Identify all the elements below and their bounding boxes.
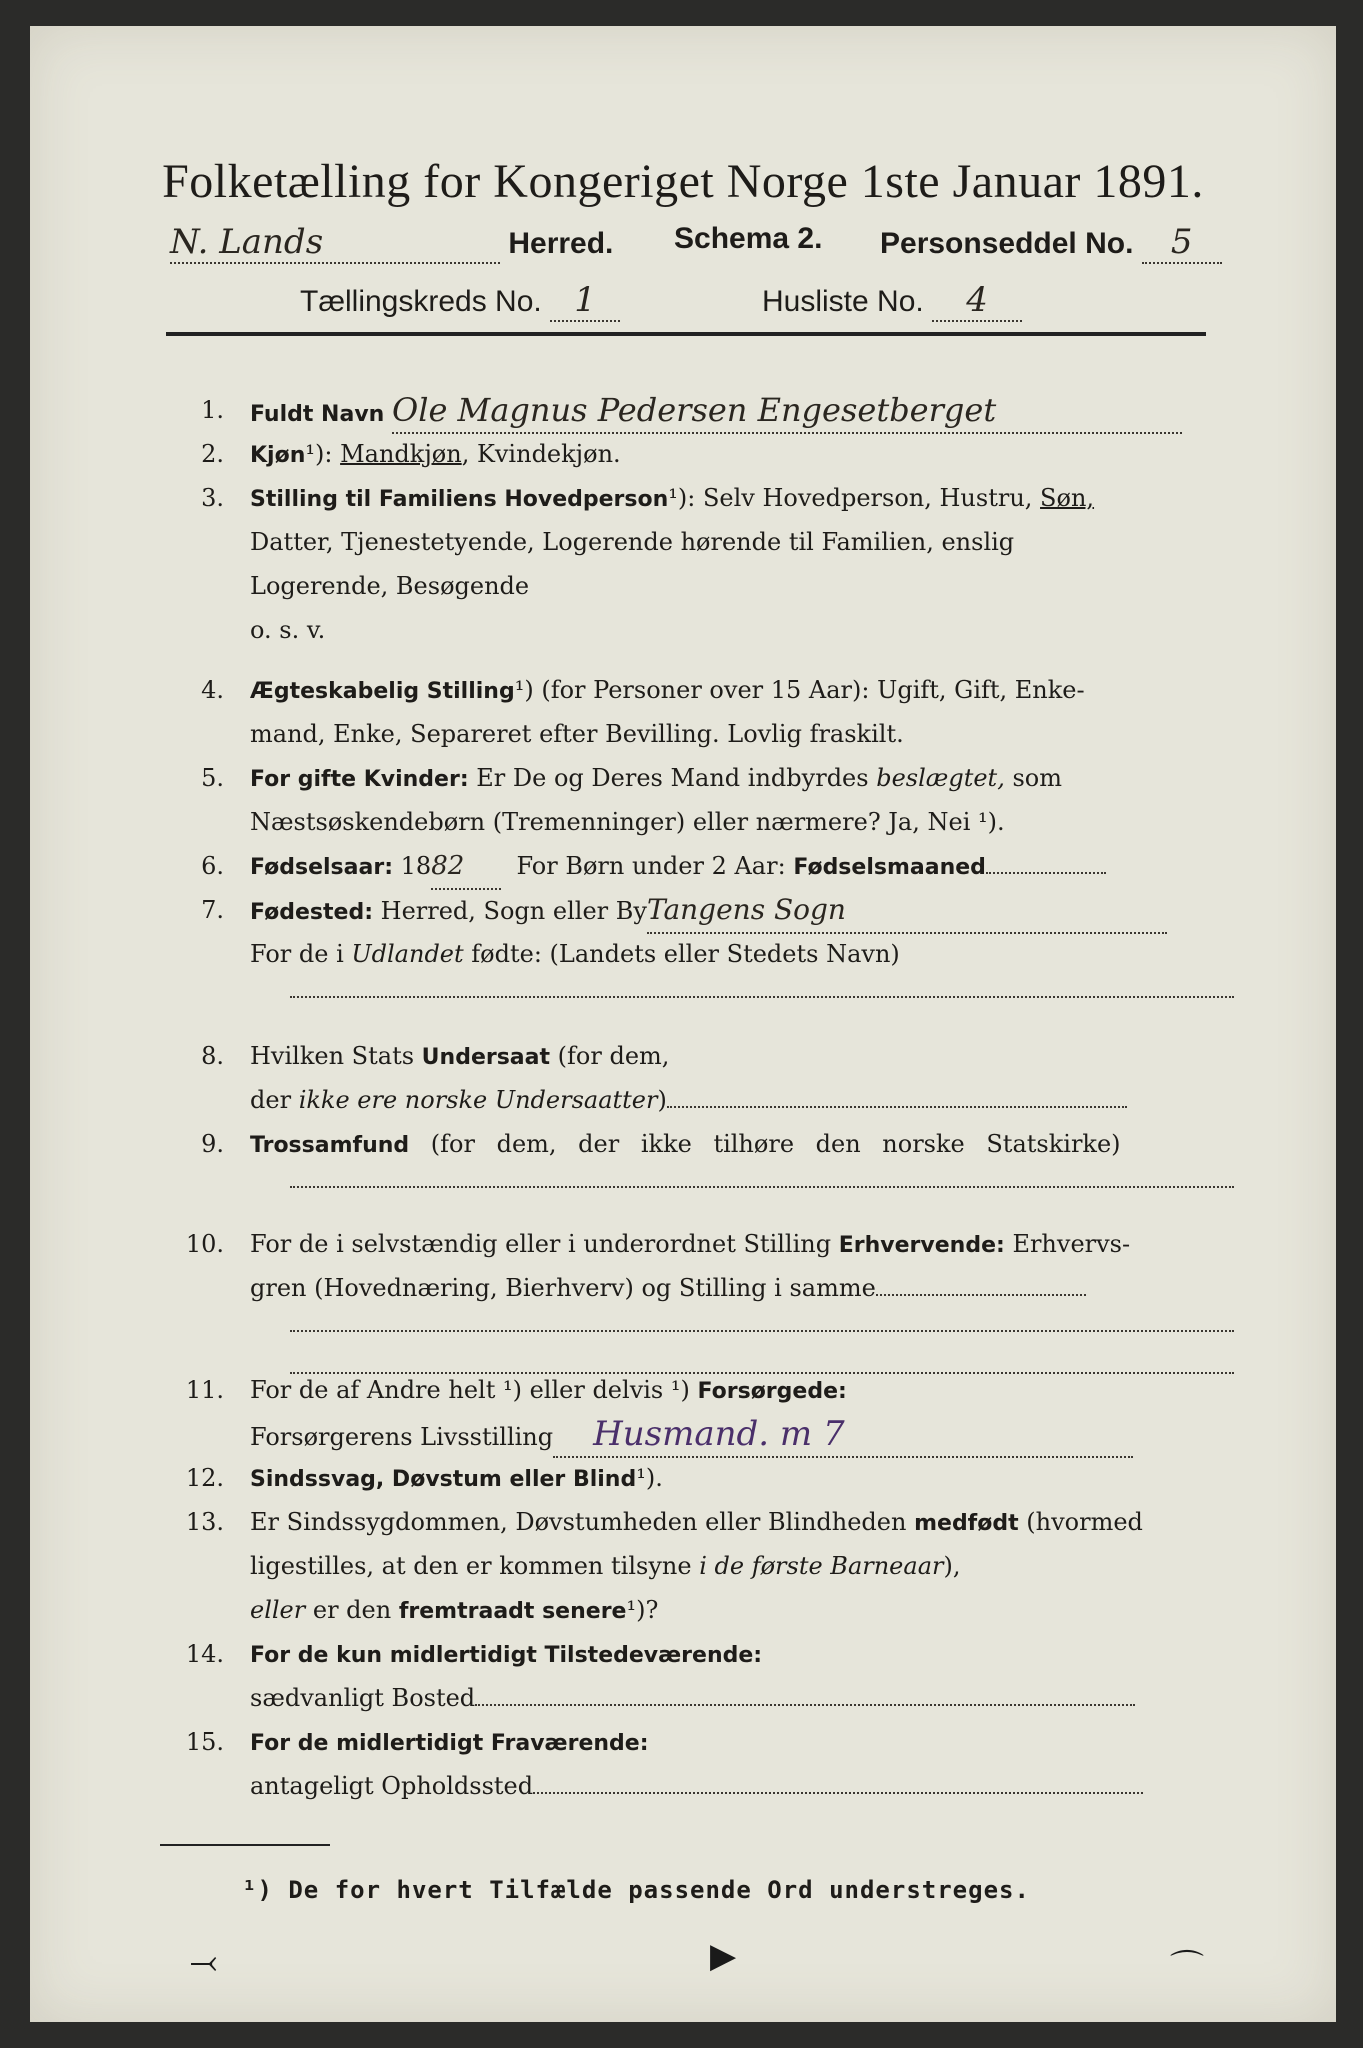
citizenship-label: Undersaat (421, 1045, 551, 1070)
congenital-eller: eller (250, 1596, 306, 1624)
religion-label: Trossamfund (250, 1133, 410, 1158)
family-position-options: Selv Hovedperson, Hustru, (702, 484, 1033, 512)
married-women-som: som (1012, 764, 1062, 792)
citizenship-der: der (250, 1086, 292, 1114)
abroad-prefix: For de i (250, 940, 344, 968)
supported-label: Forsørgede: (697, 1379, 847, 1404)
item-number: 6. (201, 852, 224, 880)
kreds-value: 1 (550, 280, 620, 322)
congenital-childhood: i de første Barneaar (699, 1552, 944, 1580)
herred-value: N. Lands (170, 222, 500, 264)
congenital-suffix: (hvormed (1026, 1508, 1143, 1536)
personseddel-line (880, 222, 1222, 264)
occupation-label: Erhvervende: (838, 1233, 1005, 1258)
birth-month-field (986, 872, 1106, 874)
footnote-ref: ¹). (636, 1464, 663, 1492)
congenital-question-2: ligestilles, at den er kommen tilsyne (250, 1552, 692, 1580)
married-women-question: Er De og Deres Mand indbyrdes (476, 764, 869, 792)
citizenship-suffix: (for dem, (557, 1042, 670, 1070)
footnote-ref: ¹): (305, 440, 333, 468)
corner-mark-left: ⤙ (190, 1942, 218, 1982)
citizenship-paren: ) (657, 1086, 667, 1114)
item-number: 1. (201, 396, 224, 424)
occupation-prompt: gren (Hovednæring, Bierhverv) og Stilling i samme (250, 1274, 876, 1302)
item-number: 7. (201, 896, 224, 924)
header-rule (166, 332, 1206, 336)
corner-mark-right: ⌒ (1170, 1948, 1204, 1988)
item-number: 14. (185, 1640, 224, 1668)
census-form (30, 26, 1336, 2022)
form-title: Folketælling for Kongeriget Norge 1ste Januar 1891. (162, 155, 1204, 208)
disability-label: Sindssvag, Døvstum eller Blind (250, 1467, 637, 1492)
footnote-ref: ¹)? (626, 1596, 659, 1624)
corner-mark-center: ▶ (710, 1936, 737, 1976)
marital-status-label: Ægteskabelig Stilling (250, 679, 515, 704)
item-number: 11. (185, 1376, 224, 1404)
husliste-line (762, 280, 1022, 322)
birth-year-value: 82 (431, 844, 501, 890)
personseddel-value: 5 (1142, 222, 1222, 264)
item-number: 3. (201, 484, 224, 512)
presumed-whereabouts-label: antageligt Opholdssted (250, 1772, 534, 1800)
item-number: 4. (201, 676, 224, 704)
full-name-label: Fuldt Navn (250, 402, 385, 427)
sex-selected: Mandkjøn (340, 440, 462, 468)
congenital-paren: ), (943, 1552, 961, 1580)
abroad-word: Udlandet (351, 940, 464, 968)
family-position-options-3: Logerende, Besøgende (250, 572, 530, 600)
temporary-absent-label: For de midlertidigt Fraværende: (250, 1731, 649, 1756)
marital-status-options: (for Personer over 15 Aar): Ugift, Gift, Enke- (541, 676, 1085, 704)
herred-label: Herred. (508, 227, 614, 260)
congenital-later-label: fremtraadt senere (398, 1599, 627, 1624)
item-number: 2. (201, 440, 224, 468)
item-number: 5. (201, 764, 224, 792)
footnote-ref: ¹): (668, 484, 696, 512)
footnote-ref: ¹) (514, 676, 534, 704)
religion-field (290, 1186, 1234, 1188)
citizenship-prefix: Hvilken Stats (250, 1042, 415, 1070)
under-two-label: For Børn under 2 Aar: (516, 852, 786, 880)
married-women-related: beslægtet, (876, 764, 1005, 792)
sex-label: Kjøn (250, 443, 306, 468)
family-position-options-2: Datter, Tjenestetyende, Logerende hørende til Familien, enslig (250, 528, 1015, 556)
marital-status-options-2: mand, Enke, Separeret efter Bevilling. Lovlig fraskilt. (250, 720, 904, 748)
citizenship-field (667, 1106, 1127, 1108)
birthplace-prompt: Herred, Sogn eller By (380, 897, 647, 925)
item-number: 10. (185, 1230, 224, 1258)
occupation-field (876, 1294, 1086, 1296)
item-number: 13. (185, 1508, 224, 1536)
family-position-etc: o. s. v. (250, 616, 326, 644)
congenital-label: medfødt (914, 1511, 1019, 1536)
usual-residence-field (475, 1704, 1135, 1706)
married-women-label: For gifte Kvinder: (250, 767, 469, 792)
schema-label: Schema 2. (674, 222, 823, 255)
husliste-value: 4 (932, 280, 1022, 322)
birthplace-label: Fødested: (250, 900, 373, 925)
footnote-rule (160, 1844, 330, 1846)
personseddel-label: Personseddel No. (880, 227, 1134, 260)
family-position-label: Stilling til Familiens Hovedperson (250, 487, 669, 512)
husliste-label: Husliste No. (762, 285, 924, 318)
citizenship-non-norwegian: ikke ere norske Undersaatter (298, 1086, 658, 1114)
item-number: 8. (201, 1042, 224, 1070)
item-number: 9. (201, 1130, 224, 1158)
family-position-selected: Søn, (1040, 484, 1095, 512)
occupation-prefix: For de i selvstændig eller i underordnet Stilling (250, 1230, 832, 1258)
occupation-field-2 (290, 1330, 1234, 1332)
abroad-prompt: fødte: (Landets eller Stedets Navn) (471, 940, 900, 968)
kreds-line (300, 280, 620, 322)
kreds-label: Tællingskreds No. (300, 285, 542, 318)
birth-year-prefix: 18 (400, 852, 432, 880)
birth-year-label: Fødselsaar: (250, 855, 393, 880)
usual-residence-label: sædvanligt Bosted (250, 1684, 476, 1712)
congenital-er-den: er den (312, 1596, 392, 1624)
supported-prefix: For de af Andre helt ¹) eller delvis ¹) (250, 1376, 690, 1404)
congenital-question: Er Sindssygdommen, Døvstumheden eller Blindheden (250, 1508, 907, 1536)
full-name-value: Ole Magnus Pedersen Engesetberget (392, 388, 1182, 434)
item-number: 15. (185, 1728, 224, 1756)
herred-line (170, 222, 613, 264)
religion-prompt: (for dem, der ikke tilhøre den norske Statskirke) (430, 1130, 1121, 1158)
provider-occupation-label: Forsørgerens Livsstilling (250, 1423, 554, 1451)
provider-occupation-value: Husmand. m 7 (553, 1412, 1133, 1458)
birthplace-value: Tangens Sogn (647, 888, 1167, 934)
sex-options: , Kvindekjøn. (461, 440, 621, 468)
abroad-field (290, 996, 1234, 998)
birth-month-label: Fødselsmaaned (793, 855, 986, 880)
presumed-whereabouts-field (533, 1792, 1143, 1794)
married-women-question-2: Næstsøskendebørn (Tremenninger) eller nærmere? Ja, Nei ¹). (250, 808, 1005, 836)
occupation-suffix: Erhvervs- (1012, 1230, 1131, 1258)
temporary-present-label: For de kun midlertidigt Tilstedeværende: (250, 1643, 763, 1668)
footnote: ¹) De for hvert Tilfælde passende Ord understreges. (242, 1876, 1030, 1904)
item-number: 12. (185, 1464, 224, 1492)
